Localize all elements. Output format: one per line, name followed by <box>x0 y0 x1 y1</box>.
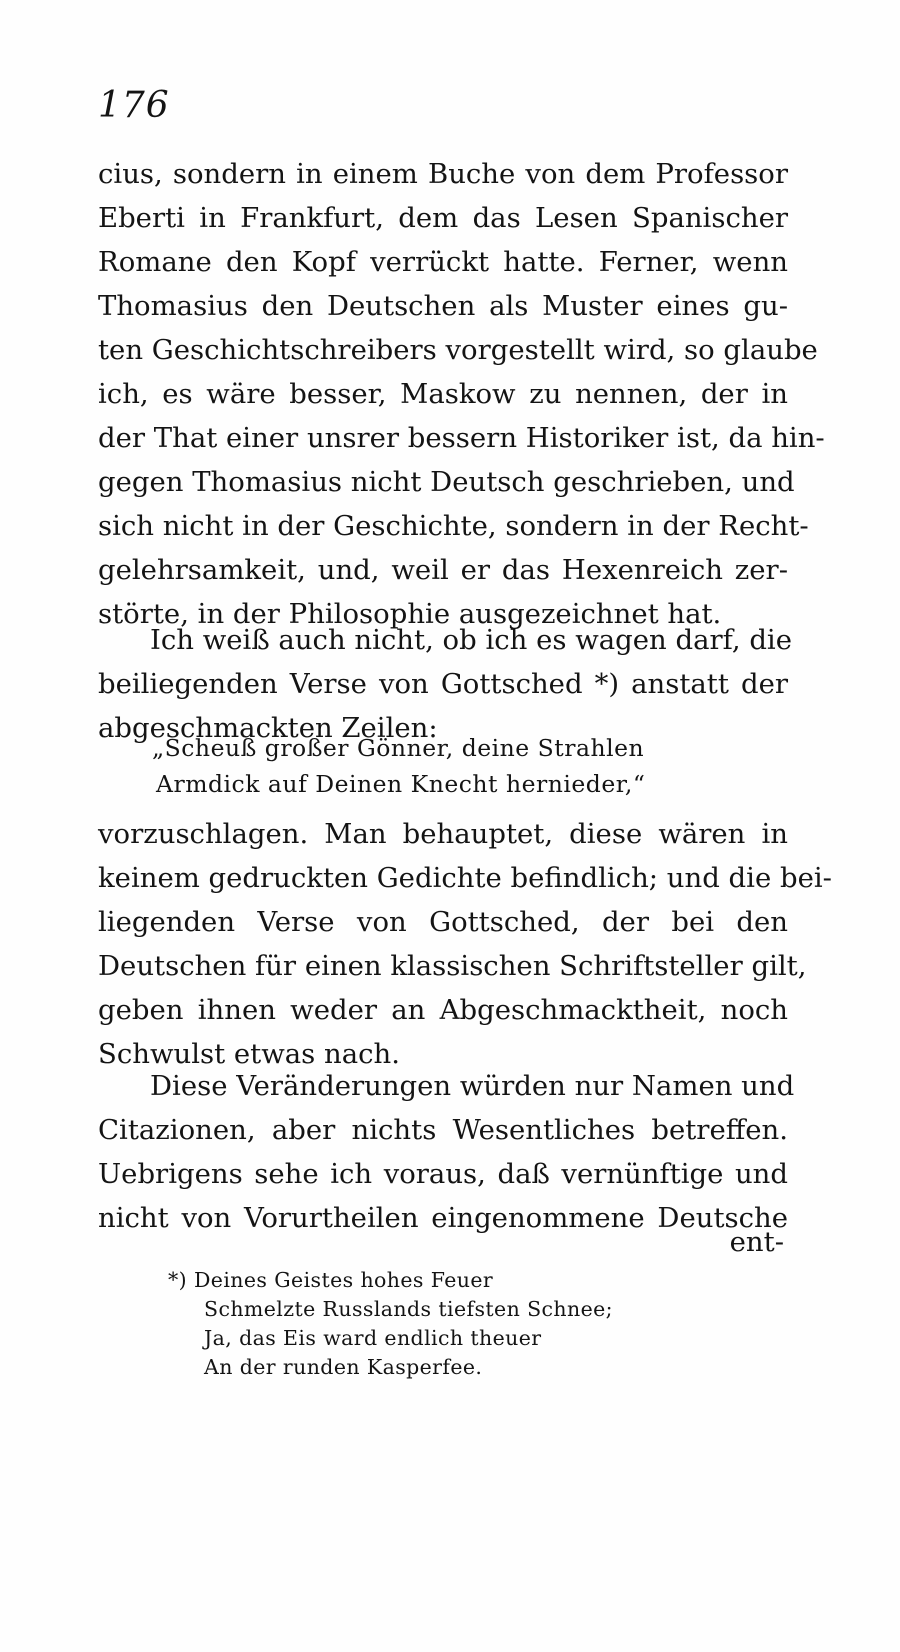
text-line: sich nicht in der Geschichte, sondern in der Recht- <box>98 510 809 542</box>
footnote-line: Schmelzte Russlands tiefsten Schnee; <box>204 1297 613 1321</box>
verse-line: „Scheuß großer Gönner, deine Strahlen <box>152 734 645 762</box>
text-line: cius, sondern in einem Buche von dem Professor <box>98 158 788 190</box>
text-line: abgeschmackten Zeilen: <box>98 712 438 744</box>
text-line: Schwulst etwas nach. <box>98 1038 400 1070</box>
text-line: ich, es wäre besser, Maskow zu nennen, der in <box>98 378 788 410</box>
text-line: Ich weiß auch nicht, ob ich es wagen darf, die <box>150 624 792 656</box>
verse-quote <box>152 730 645 802</box>
text-line: Citazionen, aber nichts Wesentliches betreffen. <box>98 1114 788 1146</box>
text-line: der That einer unsrer bessern Historiker ist, da hin- <box>98 422 825 454</box>
verse-line: Armdick auf Deinen Knecht hernieder,“ <box>156 770 646 798</box>
text-line: nicht von Vorurtheilen eingenommene Deutsche <box>98 1202 788 1234</box>
text-line: Uebrigens sehe ich voraus, daß vernünftige und <box>98 1158 788 1190</box>
text-line: ten Geschichtschreibers vorgestellt wird, so glaube <box>98 334 818 366</box>
footnote-line: *) Deines Geistes hohes Feuer <box>168 1268 494 1292</box>
page-number: 176 <box>98 85 170 126</box>
text-line: störte, in der Philosophie ausgezeichnet hat. <box>98 598 722 630</box>
text-line: Diese Veränderungen würden nur Namen und <box>150 1070 795 1102</box>
text-line: gegen Thomasius nicht Deutsch geschrieben, und <box>98 466 795 498</box>
text-line: beiliegenden Verse von Gottsched *) anstatt der <box>98 668 788 700</box>
text-line: gelehrsamkeit, und, weil er das Hexenreich zer- <box>98 554 788 586</box>
text-line: liegenden Verse von Gottsched, der bei den <box>98 906 788 938</box>
text-line: Deutschen für einen klassischen Schriftsteller gilt, <box>98 950 807 982</box>
paragraph-4 <box>98 1064 795 1240</box>
paragraph-1 <box>98 152 825 636</box>
text-line: Thomasius den Deutschen als Muster eines gu- <box>98 290 788 322</box>
footnote-line: An der runden Kasperfee. <box>204 1355 483 1379</box>
paragraph-3 <box>98 812 832 1076</box>
catchword: ent- <box>729 1226 784 1258</box>
text-line: Eberti in Frankfurt, dem das Lesen Spanischer <box>98 202 788 234</box>
text-line: vorzuschlagen. Man behauptet, diese wären in <box>98 818 788 850</box>
text-line: Romane den Kopf verrückt hatte. Ferner, wenn <box>98 246 788 278</box>
text-line: geben ihnen weder an Abgeschmacktheit, noch <box>98 994 788 1026</box>
footnote <box>168 1266 613 1382</box>
footnote-line: Ja, das Eis ward endlich theuer <box>204 1326 542 1350</box>
text-line: keinem gedruckten Gedichte befindlich; und die bei- <box>98 862 832 894</box>
